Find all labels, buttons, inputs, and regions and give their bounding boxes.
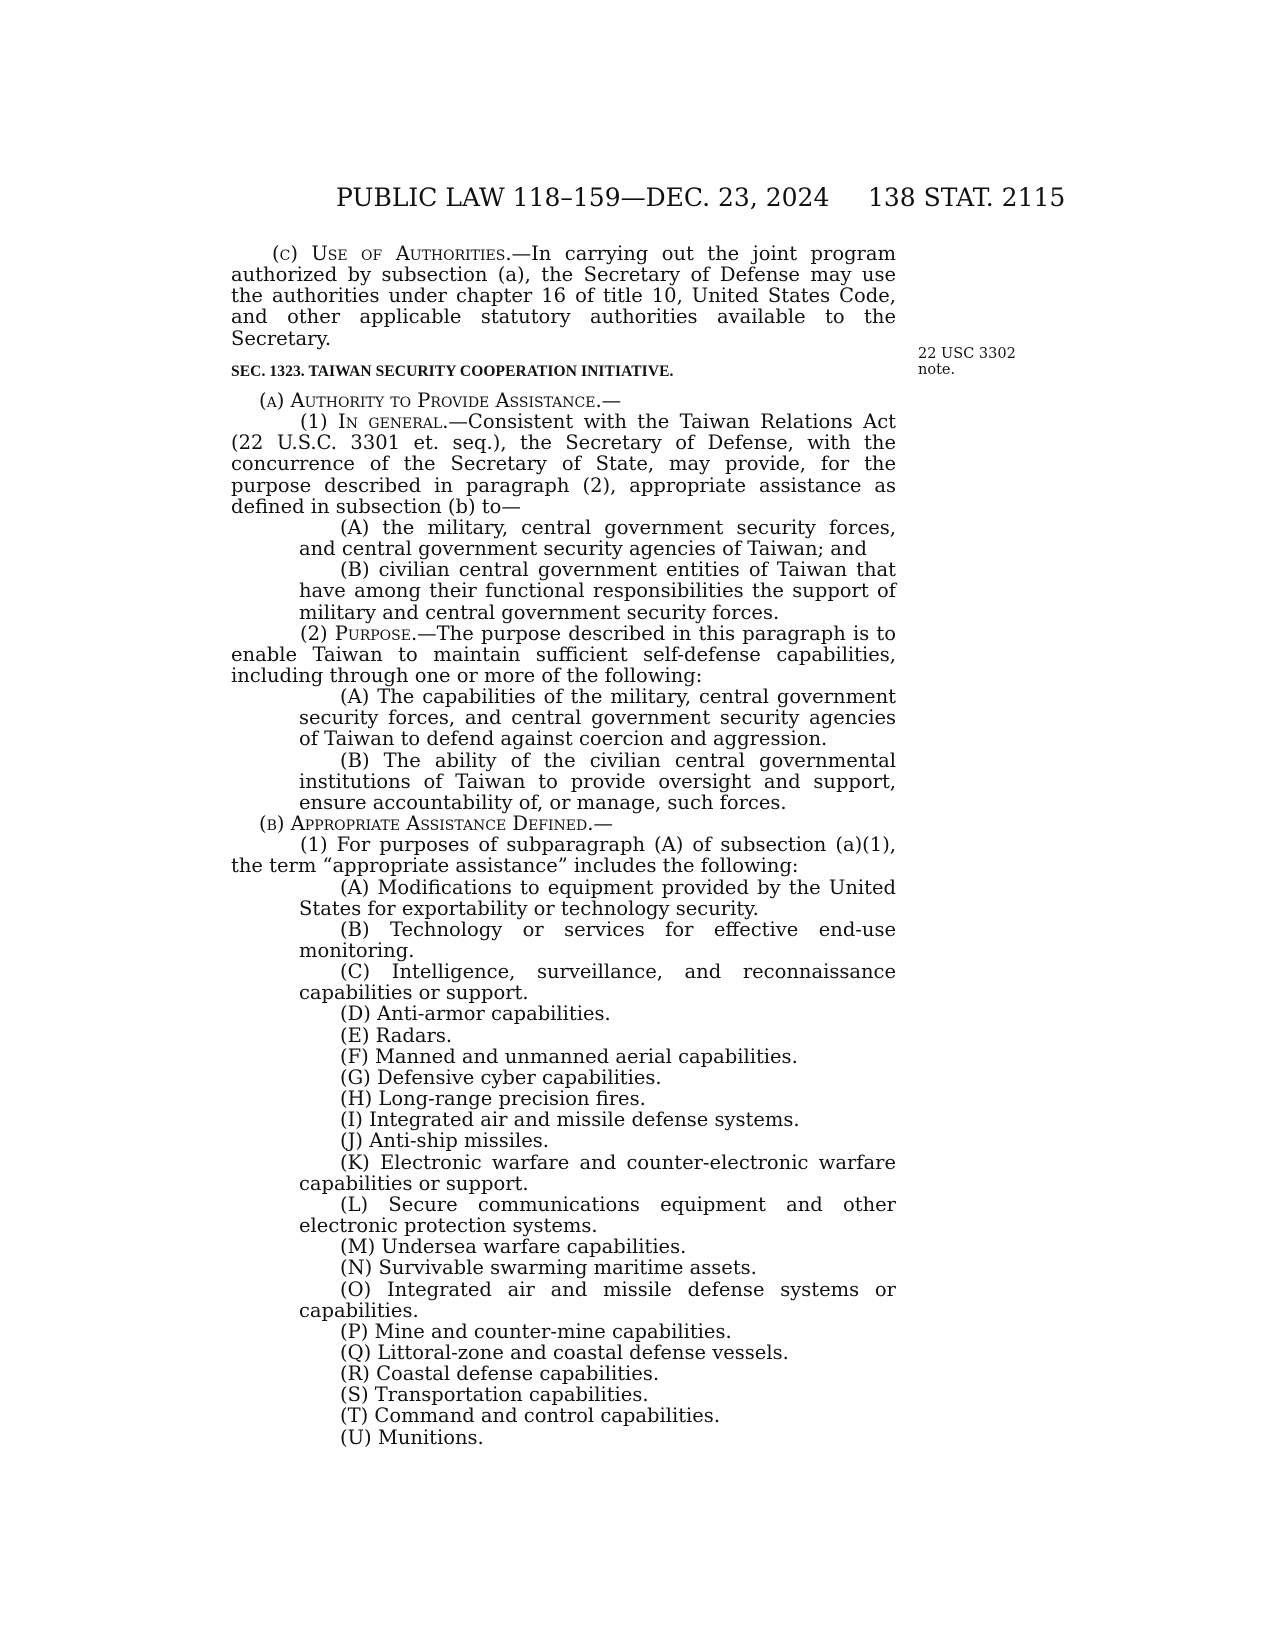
section-heading: SEC. 1323. TAIWAN SECURITY COOPERATION INITIATIVE. <box>231 362 674 380</box>
appropriate-assistance-list <box>231 877 896 1448</box>
subparagraph-a2-B: (B) The ability of the civilian central governmental institutions of Taiwan to provide oversight and support, ensure accountability of, or manage, such forces. <box>299 748 896 814</box>
list-item: (H) Long-range precision fires. <box>340 1087 646 1111</box>
paragraph-a1 <box>231 411 896 517</box>
subsection-c-text: —In carrying out the joint program authorized by subsection (a), the Secretary of Defense may use the authorities under chapter 16 of title 10, United States Code, and other applicable statutory authorities available to the Secretary. <box>231 242 896 350</box>
list-item: (C) Intelligence, surveillance, and reconnaissance capabilities or support. <box>299 960 896 1005</box>
paragraph-a2-text: —The purpose described in this paragraph is to enable Taiwan to maintain sufficient self-defense capabilities, including through one or more of the following: <box>231 621 896 687</box>
paragraph-a1-text: —Consistent with the Taiwan Relations Act (22 U.S.C. 3301 et. seq.), the Secretary of Defense, with the concurrence of the Secretary of State, may provide, for the purpose described in paragraph (2), appropriate assistance as defined in subsection (b) to— <box>231 410 896 518</box>
list-item: (F) Manned and unmanned aerial capabilities. <box>340 1044 798 1068</box>
list-item: (R) Coastal defense capabilities. <box>340 1362 660 1386</box>
list-item: (A) Modifications to equipment provided by the United States for exportability or technology security. <box>299 875 896 920</box>
list-item: (Q) Littoral-zone and coastal defense vessels. <box>340 1340 789 1364</box>
list-item: (B) Technology or services for effective end-use monitoring. <box>299 917 896 962</box>
list-item: (U) Munitions. <box>340 1425 484 1449</box>
list-item: (K) Electronic warfare and counter-electronic warfare capabilities or support. <box>299 1150 896 1195</box>
subparagraph-a1-A: (A) the military, central government security forces, and central government security agencies of Taiwan; and <box>299 515 896 561</box>
list-item: (D) Anti-armor capabilities. <box>340 1002 611 1026</box>
list-item: (M) Undersea warfare capabilities. <box>340 1235 687 1259</box>
list-item: (N) Survivable swarming maritime assets. <box>340 1256 757 1280</box>
subsection-c-heading: (c) Use of Authorities. <box>272 242 512 265</box>
margin-note-label: note. <box>918 362 956 378</box>
list-item: (E) Radars. <box>340 1023 453 1047</box>
subparagraph-a2-A: (A) The capabilities of the military, central government security forces, and central government security agencies of Taiwan to defend against coercion and aggression. <box>299 685 896 751</box>
list-item: (O) Integrated air and missile defense systems or capabilities. <box>299 1277 896 1322</box>
list-item: (S) Transportation capabilities. <box>340 1383 649 1407</box>
list-item: (T) Command and control capabilities. <box>340 1404 721 1428</box>
paragraph-a2 <box>231 623 896 686</box>
list-item: (P) Mine and counter-mine capabilities. <box>340 1319 732 1343</box>
running-header-title: PUBLIC LAW 118–159—DEC. 23, 2024 <box>336 183 830 212</box>
subsection-b-heading: (b) Appropriate Assistance Defined.— <box>259 812 613 836</box>
paragraph-a2-heading: (2) Purpose. <box>300 621 418 645</box>
page-stat-citation: 138 STAT. 2115 <box>868 183 1066 212</box>
paragraph-b1: (1) For purposes of subparagraph (A) of subsection (a)(1), the term “appropriate assistance” includes the following: <box>231 833 896 878</box>
margin-note-citation: 22 USC 3302 <box>918 346 1016 362</box>
margin-note <box>918 346 1016 378</box>
subsection-c <box>231 243 896 349</box>
subparagraph-a1-B: (B) civilian central government entities of Taiwan that have among their functional responsibilities the support of military and central government security forces. <box>299 558 896 624</box>
list-item: (I) Integrated air and missile defense systems. <box>340 1108 800 1132</box>
list-item: (L) Secure communications equipment and other electronic protection systems. <box>299 1192 896 1238</box>
statute-body <box>231 243 896 1448</box>
list-item: (G) Defensive cyber capabilities. <box>340 1065 662 1089</box>
list-item: (J) Anti-ship missiles. <box>340 1129 549 1153</box>
subsection-a-heading: (a) Authority to Provide Assistance.— <box>259 388 622 412</box>
paragraph-a1-heading: (1) In general. <box>300 410 449 434</box>
